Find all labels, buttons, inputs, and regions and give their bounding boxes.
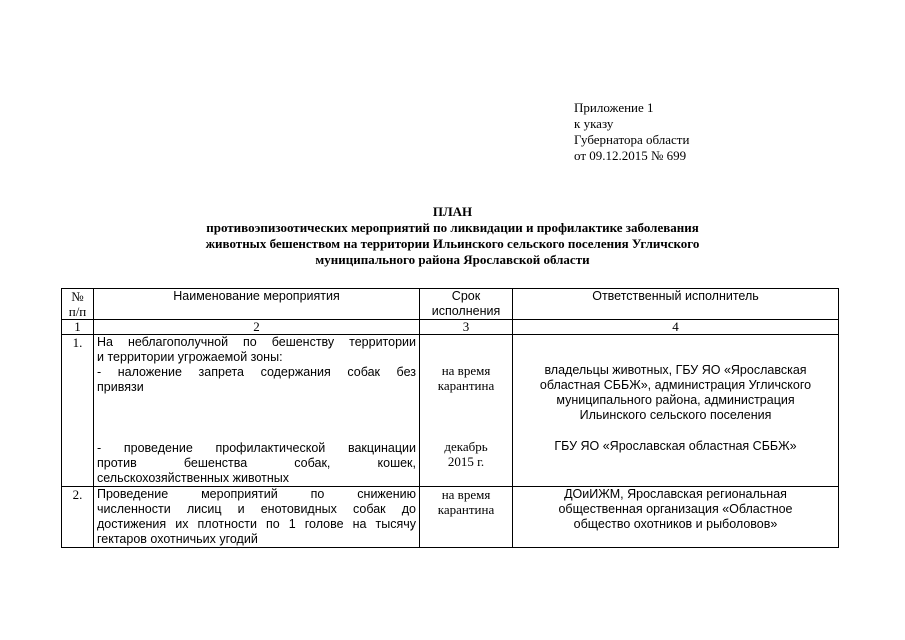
term-text: карантина bbox=[437, 378, 495, 393]
header-responsible-label: Ответственный исполнитель bbox=[592, 289, 759, 303]
table-header-row bbox=[62, 289, 839, 320]
activity-text: На неблагополучной по бешенству территории bbox=[97, 335, 416, 349]
spacer bbox=[423, 393, 509, 439]
spacer bbox=[516, 349, 835, 363]
header-term-label: исполнения bbox=[431, 304, 501, 318]
responsible-cell bbox=[513, 335, 839, 487]
table-row bbox=[62, 487, 839, 548]
activity-text: привязи bbox=[97, 380, 144, 394]
header-number-cell bbox=[62, 289, 94, 320]
numbering-cell: 3 bbox=[420, 320, 513, 335]
spacer bbox=[97, 395, 416, 441]
title-line: животных бешенством на территории Ильинского сельского поселения Угличского bbox=[205, 236, 700, 251]
responsible-text: Ильинского сельского поселения bbox=[579, 408, 772, 422]
table-numbering-row bbox=[62, 320, 839, 335]
numbering-cell: 2 bbox=[94, 320, 420, 335]
document-title bbox=[0, 204, 905, 268]
responsible-text: ДОиИЖМ, Ярославская региональная bbox=[564, 487, 787, 501]
term-cell bbox=[420, 335, 513, 487]
activity-text: сельскохозяйственных животных bbox=[97, 471, 289, 485]
term-text: декабрь bbox=[444, 439, 488, 454]
activity-text: против бешенства собак, кошек, bbox=[97, 456, 416, 470]
table-row bbox=[62, 335, 839, 487]
term-text: карантина bbox=[437, 502, 495, 517]
responsible-text: владельцы животных, ГБУ ЯО «Ярославская bbox=[544, 363, 807, 377]
responsible-text: муниципального района, администрация bbox=[556, 393, 795, 407]
activity-cell bbox=[94, 335, 420, 487]
header-term-cell bbox=[420, 289, 513, 320]
header-number-label: № bbox=[71, 289, 84, 304]
spacer bbox=[423, 349, 509, 363]
activity-text: - проведение профилактической вакцинации bbox=[97, 441, 416, 455]
title-line: противоэпизоотических мероприятий по ликвидации и профилактике заболевания bbox=[206, 220, 699, 235]
responsible-text: ГБУ ЯО «Ярославская областная СББЖ» bbox=[554, 439, 797, 453]
activity-cell bbox=[94, 487, 420, 548]
activity-text: - наложение запрета содержания собак без bbox=[97, 365, 416, 379]
responsible-cell bbox=[513, 487, 839, 548]
numbering-cell: 1 bbox=[62, 320, 94, 335]
term-cell bbox=[420, 487, 513, 548]
header-term-label: Срок bbox=[451, 289, 481, 303]
activity-text: численности лисиц и енотовидных собак до bbox=[97, 502, 416, 516]
header-responsible-cell bbox=[513, 289, 839, 320]
header-number-label: п/п bbox=[68, 304, 87, 319]
activity-text: Проведение мероприятий по снижению bbox=[97, 487, 416, 501]
title-heading: ПЛАН bbox=[432, 204, 473, 219]
spacer bbox=[423, 335, 509, 349]
plan-table bbox=[61, 288, 839, 548]
responsible-text: общество охотников и рыболовов» bbox=[573, 517, 778, 531]
activity-text: достижения их плотности по 1 голове на тысячу bbox=[97, 517, 416, 531]
row-number: 1. bbox=[62, 335, 94, 487]
activity-text: гектаров охотничьих угодий bbox=[97, 532, 258, 546]
appendix-line: Губернатора области bbox=[574, 132, 690, 147]
header-activity-label: Наименование мероприятия bbox=[173, 289, 340, 303]
appendix-line: от 09.12.2015 № 699 bbox=[574, 148, 687, 163]
responsible-text: областная СББЖ», администрация Угличского bbox=[539, 378, 812, 392]
term-text: на время bbox=[441, 487, 491, 502]
title-line: муниципального района Ярославской области bbox=[315, 252, 590, 267]
header-activity-cell bbox=[94, 289, 420, 320]
appendix-line: Приложение 1 bbox=[574, 100, 654, 115]
spacer bbox=[516, 335, 835, 349]
term-text: на время bbox=[441, 363, 491, 378]
spacer bbox=[516, 423, 835, 439]
numbering-cell: 4 bbox=[513, 320, 839, 335]
responsible-text: общественная организация «Областное bbox=[558, 502, 793, 516]
activity-text: и территории угрожаемой зоны: bbox=[97, 350, 283, 364]
term-text: 2015 г. bbox=[447, 454, 485, 469]
row-number: 2. bbox=[62, 487, 94, 548]
appendix-line: к указу bbox=[574, 116, 614, 131]
appendix-block bbox=[574, 100, 689, 164]
